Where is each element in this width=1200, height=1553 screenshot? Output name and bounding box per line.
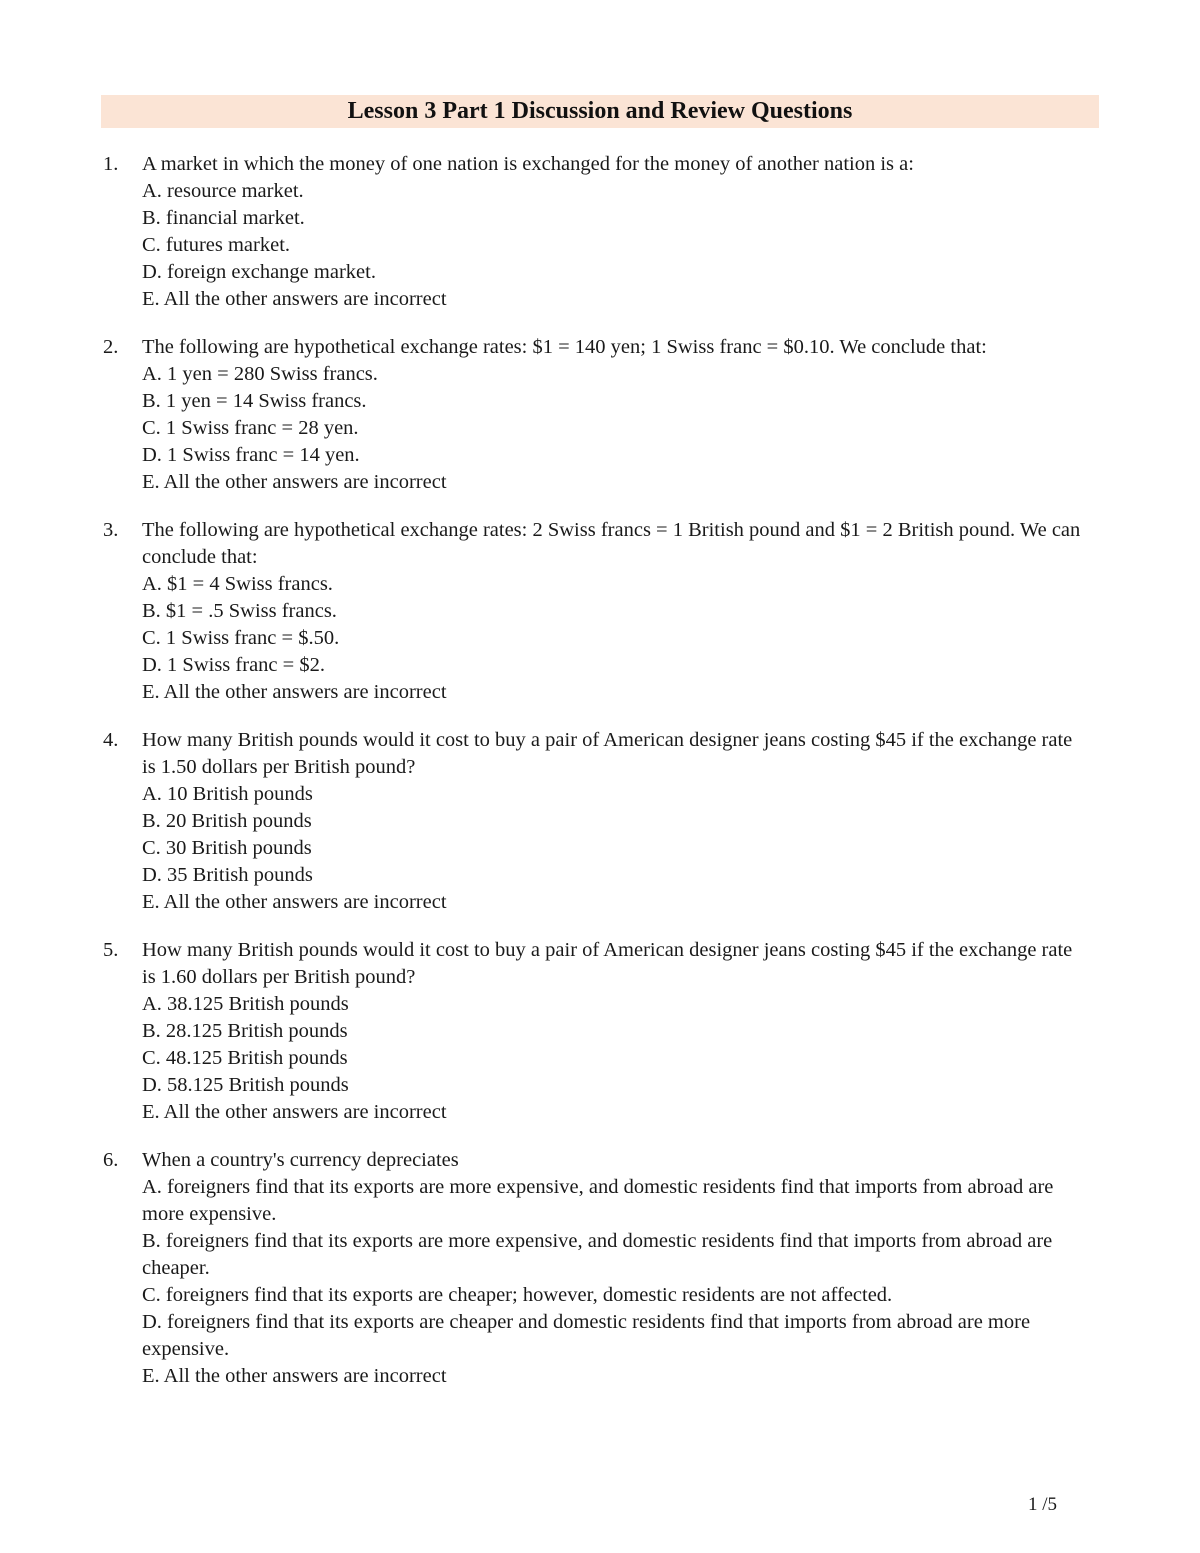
question-text: How many British pounds would it cost to buy a pair of American designer jeans costing $45 if the exchange rate is 1.50 dollars per British pound? [142, 729, 1073, 778]
answer-option-d: D. foreigners find that its exports are cheaper and domestic residents find that imports from abroad are more expensive. [142, 1311, 1031, 1360]
question-number: 2. [103, 336, 119, 358]
question-number: 3. [103, 519, 119, 541]
answer-option-c: C. 30 British pounds [142, 837, 312, 859]
question-list [0, 151, 1200, 1411]
answer-option-a: A. $1 = 4 Swiss francs. [142, 573, 333, 595]
question-text: When a country's currency depreciates [142, 1149, 459, 1171]
answer-option-c: C. foreigners find that its exports are cheaper; however, domestic residents are not affected. [142, 1284, 893, 1306]
answer-option-a: A. foreigners find that its exports are more expensive, and domestic residents find that imports from abroad are more expensive. [142, 1176, 1054, 1225]
answer-option-d: D. 1 Swiss franc = $2. [142, 654, 325, 676]
question-number: 5. [103, 939, 119, 961]
answer-option-e: E. All the other answers are incorrect [142, 681, 447, 703]
answer-option-b: B. 20 British pounds [142, 810, 312, 832]
answer-option-b: B. 1 yen = 14 Swiss francs. [142, 390, 367, 412]
answer-option-d: D. foreign exchange market. [142, 261, 376, 283]
answer-option-e: E. All the other answers are incorrect [142, 1365, 447, 1387]
question-4 [0, 727, 1200, 916]
question-1 [0, 151, 1200, 313]
answer-option-d: D. 1 Swiss franc = 14 yen. [142, 444, 360, 466]
answer-option-a: A. resource market. [142, 180, 304, 202]
answer-option-d: D. 58.125 British pounds [142, 1074, 349, 1096]
question-2 [0, 334, 1200, 496]
answer-option-b: B. foreigners find that its exports are more expensive, and domestic residents find that imports from abroad are cheaper. [142, 1230, 1053, 1279]
answer-option-c: C. 1 Swiss franc = 28 yen. [142, 417, 359, 439]
answer-option-c: C. 1 Swiss franc = $.50. [142, 627, 340, 649]
answer-option-a: A. 38.125 British pounds [142, 993, 349, 1015]
question-text: How many British pounds would it cost to buy a pair of American designer jeans costing $45 if the exchange rate is 1.60 dollars per British pound? [142, 939, 1073, 988]
question-6 [0, 1147, 1200, 1390]
answer-option-e: E. All the other answers are incorrect [142, 891, 447, 913]
answer-option-c: C. 48.125 British pounds [142, 1047, 348, 1069]
question-5 [0, 937, 1200, 1126]
page-number: 1 /5 [1027, 1494, 1057, 1515]
answer-option-a: A. 10 British pounds [142, 783, 313, 805]
answer-option-c: C. futures market. [142, 234, 291, 256]
answer-option-e: E. All the other answers are incorrect [142, 471, 447, 493]
question-text: A market in which the money of one nation is exchanged for the money of another nation is a: [142, 153, 914, 175]
answer-option-d: D. 35 British pounds [142, 864, 313, 886]
answer-option-b: B. 28.125 British pounds [142, 1020, 348, 1042]
question-number: 4. [103, 729, 119, 751]
answer-option-e: E. All the other answers are incorrect [142, 288, 447, 310]
question-number: 1. [103, 153, 119, 175]
question-3 [0, 517, 1200, 706]
question-text: The following are hypothetical exchange rates: 2 Swiss francs = 1 British pound and $1 = 2 British pound. We can conclude that: [142, 519, 1081, 568]
answer-option-b: B. financial market. [142, 207, 305, 229]
question-number: 6. [103, 1149, 119, 1171]
question-text: The following are hypothetical exchange rates: $1 = 140 yen; 1 Swiss franc = $0.10. We conclude that: [142, 336, 987, 358]
answer-option-a: A. 1 yen = 280 Swiss francs. [142, 363, 378, 385]
answer-option-b: B. $1 = .5 Swiss francs. [142, 600, 337, 622]
page-title: Lesson 3 Part 1 Discussion and Review Questions [101, 95, 1099, 128]
answer-option-e: E. All the other answers are incorrect [142, 1101, 447, 1123]
